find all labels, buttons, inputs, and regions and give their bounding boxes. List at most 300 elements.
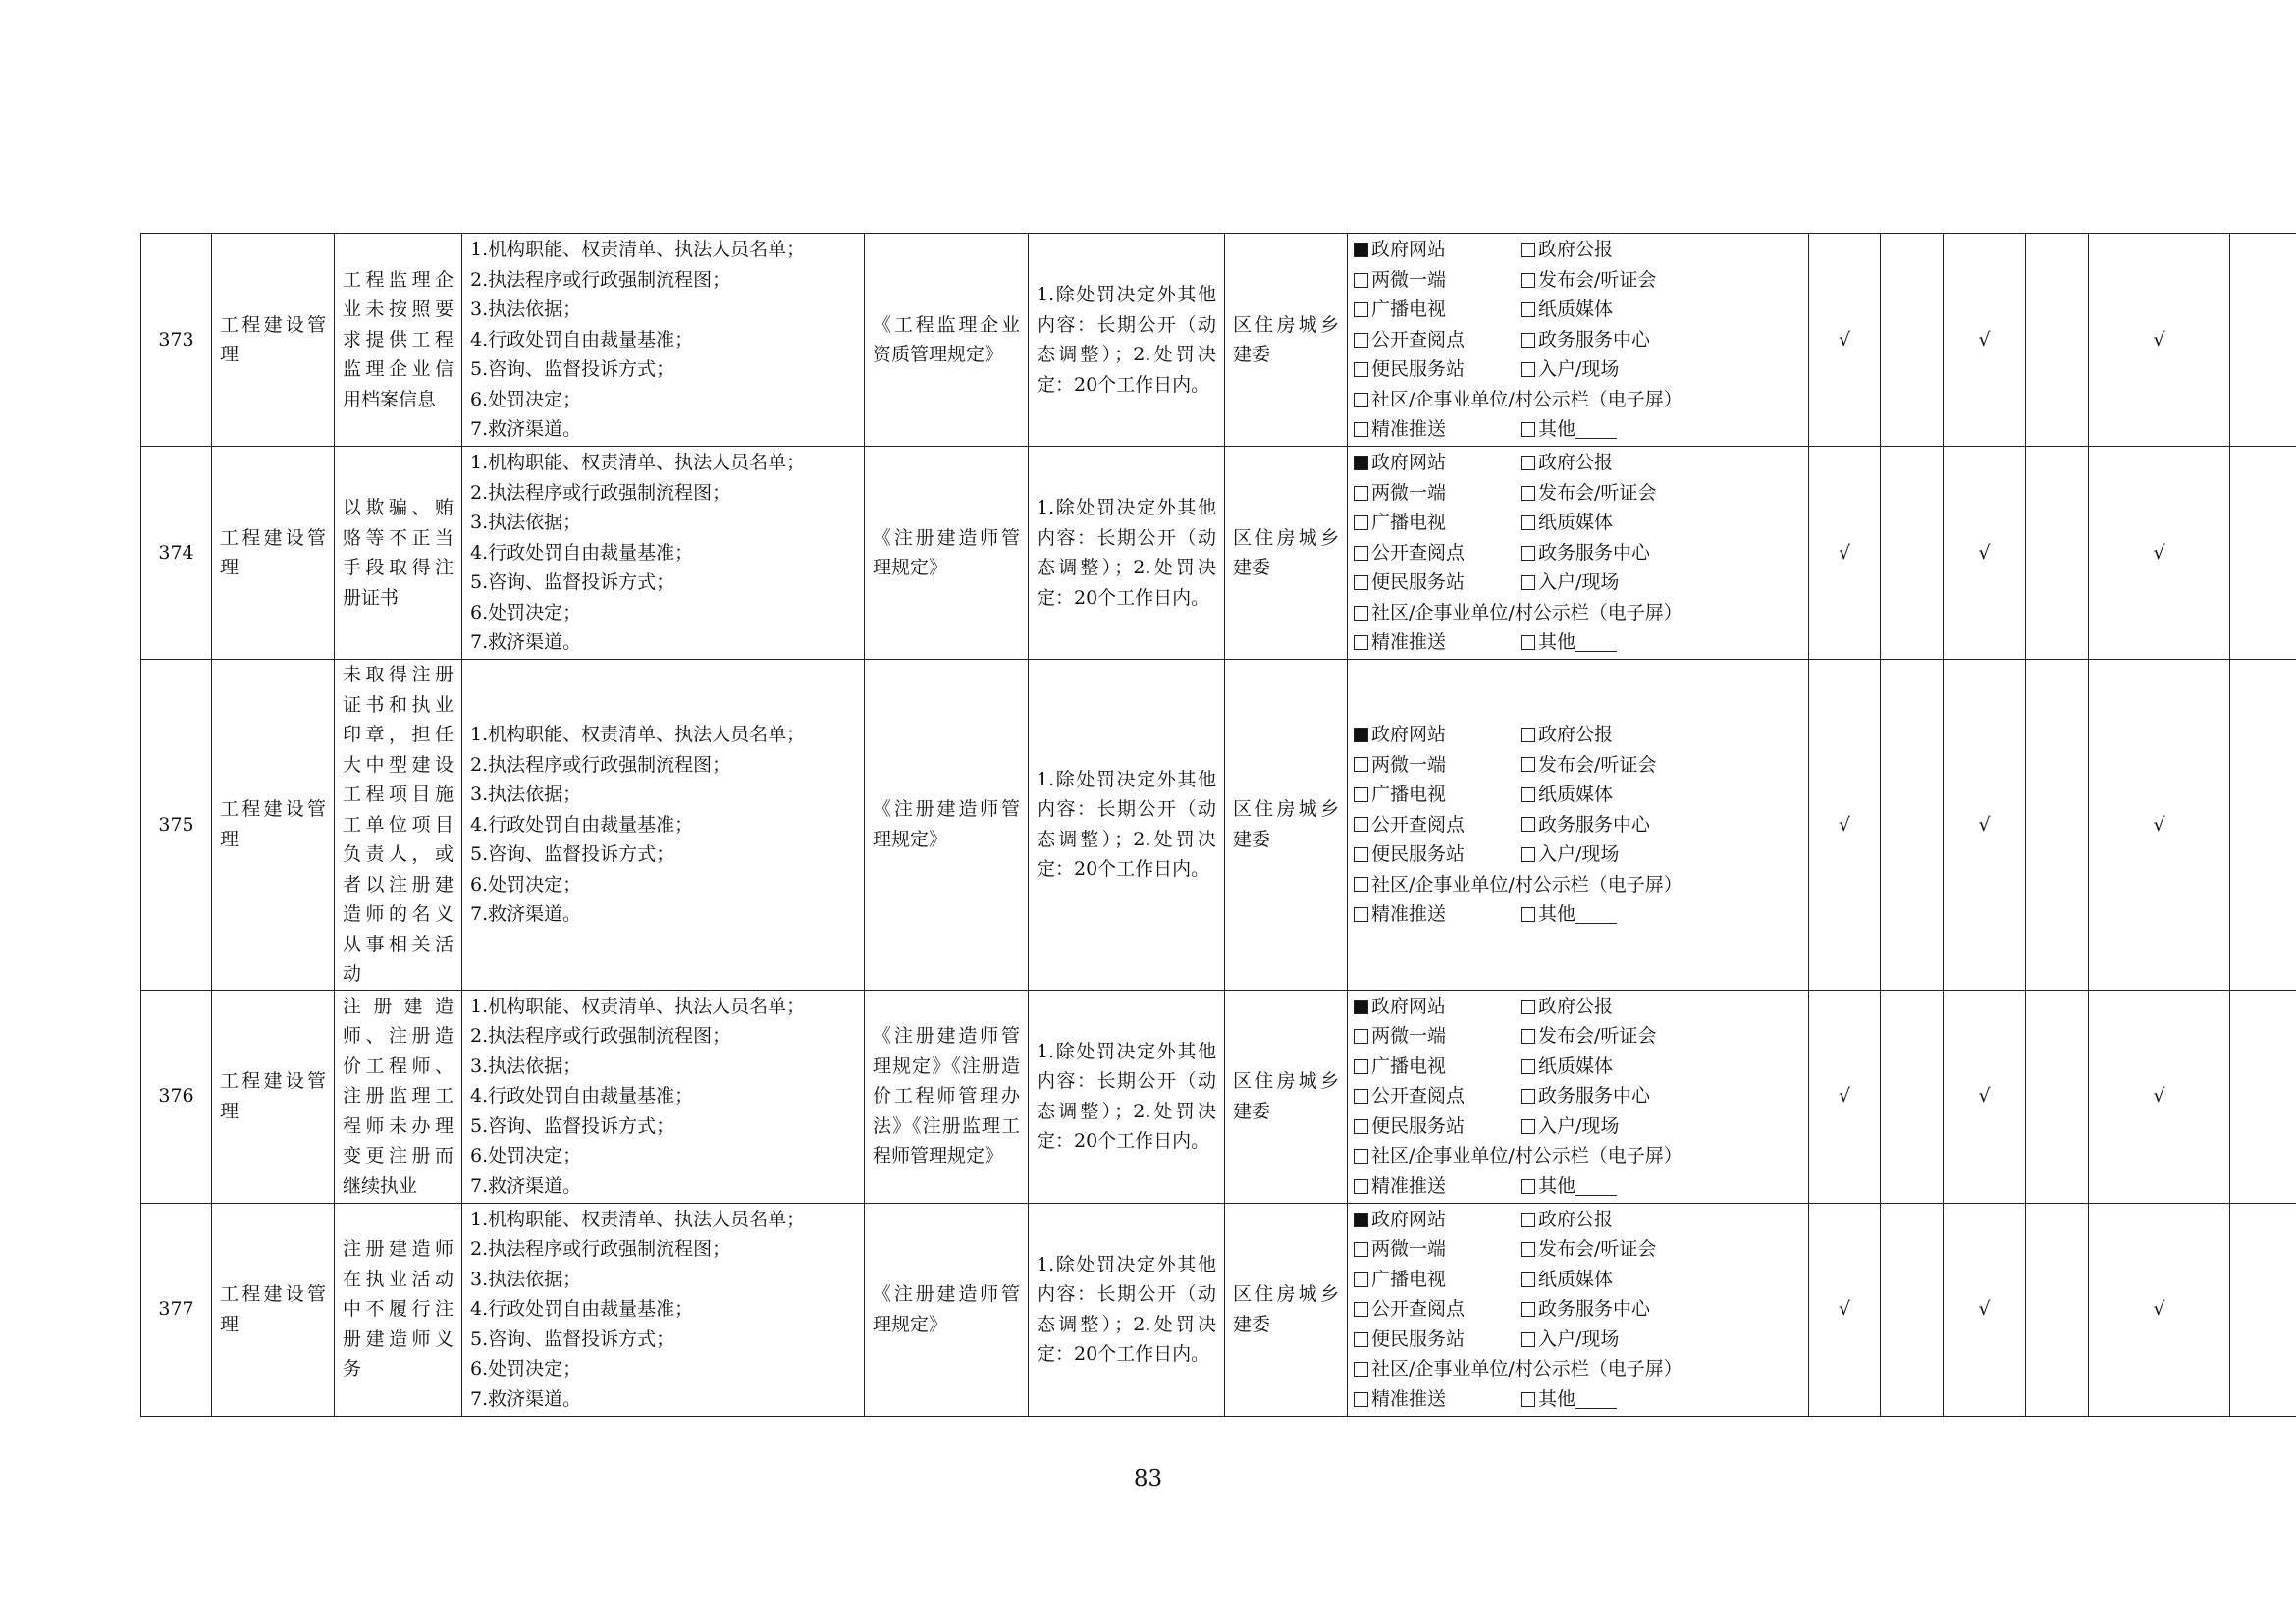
mark-cell bbox=[2230, 1203, 2296, 1416]
channel-option-other bbox=[1521, 1171, 1617, 1202]
checkbox-icon bbox=[1354, 302, 1368, 317]
fill-blank-line bbox=[1575, 1177, 1617, 1196]
channel-option-public-reading bbox=[1354, 810, 1521, 840]
channel-option-press-hearing bbox=[1521, 1234, 1656, 1265]
mark-cell bbox=[1881, 990, 1944, 1203]
fill-blank-line bbox=[1575, 633, 1617, 652]
channel-label: 便民服务站 bbox=[1371, 843, 1466, 865]
content-line: 4.行政处罚自由裁量基准； bbox=[470, 1085, 694, 1108]
checkbox-icon bbox=[1521, 728, 1535, 742]
channel-option-gov-website bbox=[1354, 235, 1521, 265]
channel-option-gov-gazette bbox=[1521, 1205, 1613, 1235]
checkbox-icon bbox=[1354, 1089, 1368, 1104]
field-cell bbox=[212, 990, 335, 1203]
mark-cell bbox=[1881, 234, 1944, 447]
row-number: 377 bbox=[158, 1298, 194, 1321]
checkbox-icon bbox=[1521, 635, 1535, 650]
time-cell bbox=[1029, 1203, 1225, 1416]
mark-cell bbox=[2026, 660, 2089, 991]
channel-option-precise-push bbox=[1354, 899, 1521, 930]
content-line: 3.执法依据； bbox=[470, 1055, 582, 1077]
mark-cell bbox=[2230, 234, 2296, 447]
checkbox-icon bbox=[1521, 1089, 1535, 1104]
mark-cell bbox=[2089, 1203, 2230, 1416]
table-row bbox=[141, 1203, 2296, 1416]
item-cell bbox=[335, 234, 462, 447]
content-line: 5.咨询、监督投诉方式； bbox=[470, 1114, 675, 1137]
basis-text: 《注册建造师管理规定》《注册造价工程师管理办法》《注册监理工程师管理规定》 bbox=[873, 1025, 1020, 1167]
channel-option-service-center bbox=[1521, 325, 1650, 355]
channel-option-precise-push bbox=[1354, 414, 1521, 445]
content-line: 6.处罚决定； bbox=[470, 873, 582, 895]
row-number-cell bbox=[141, 990, 212, 1203]
content-line: 5.咨询、监督投诉方式； bbox=[470, 843, 675, 865]
channel-label: 其他 bbox=[1538, 903, 1576, 925]
basis-cell bbox=[865, 447, 1029, 660]
channel-row bbox=[1354, 1021, 1800, 1052]
channel-option-precise-push bbox=[1354, 1384, 1521, 1415]
channel-label: 广播电视 bbox=[1371, 1055, 1447, 1077]
channel-option-gov-website bbox=[1354, 1205, 1521, 1235]
content-cell bbox=[462, 447, 865, 660]
check-mark: √ bbox=[2153, 1085, 2165, 1108]
channel-row bbox=[1354, 1052, 1800, 1082]
content-line: 1.机构职能、权责清单、执法人员名单； bbox=[470, 995, 806, 1017]
dept-cell bbox=[1225, 447, 1348, 660]
channel-option-press-hearing bbox=[1521, 478, 1656, 509]
channel-label: 纸质媒体 bbox=[1538, 512, 1614, 534]
channel-row bbox=[1354, 750, 1800, 781]
row-number-cell bbox=[141, 660, 212, 991]
channel-row bbox=[1354, 478, 1800, 509]
checkbox-icon bbox=[1521, 422, 1535, 437]
channel-label: 便民服务站 bbox=[1371, 1327, 1466, 1350]
content-line: 2.执法程序或行政强制流程图； bbox=[470, 481, 731, 504]
fill-blank-line bbox=[1575, 420, 1617, 439]
channel-row bbox=[1354, 870, 1800, 900]
checkbox-icon bbox=[1521, 1272, 1535, 1287]
channel-option-service-station bbox=[1354, 568, 1521, 598]
content-line: 2.执法程序或行政强制流程图； bbox=[470, 268, 731, 291]
mark-cell bbox=[2089, 447, 2230, 660]
table-row bbox=[141, 234, 2296, 447]
channel-option-other bbox=[1521, 1384, 1617, 1415]
content-line: 7.救济渠道。 bbox=[470, 1174, 582, 1197]
channel-label: 便民服务站 bbox=[1371, 1114, 1466, 1137]
mark-cell bbox=[1944, 1203, 2026, 1416]
dept-text: 区住房城乡建委 bbox=[1233, 1070, 1339, 1122]
channel-option-service-center bbox=[1521, 538, 1650, 568]
row-number: 374 bbox=[158, 541, 194, 564]
checkbox-icon bbox=[1521, 1242, 1535, 1257]
channel-label: 政务服务中心 bbox=[1538, 1298, 1651, 1321]
checkbox-icon bbox=[1354, 847, 1368, 862]
channel-option-radio-tv bbox=[1354, 1265, 1521, 1295]
checkbox-icon bbox=[1521, 456, 1535, 470]
dept-text: 区住房城乡建委 bbox=[1233, 798, 1339, 850]
channel-row bbox=[1354, 235, 1800, 265]
channel-row bbox=[1354, 1294, 1800, 1325]
checkbox-icon bbox=[1354, 422, 1368, 437]
mark-cell bbox=[1881, 447, 1944, 660]
field-text: 工程建设管理 bbox=[220, 798, 326, 850]
content-cell bbox=[462, 660, 865, 991]
channel-option-gov-website bbox=[1354, 448, 1521, 478]
channel-label: 社区/企事业单位/村公示栏（电子屏） bbox=[1371, 601, 1682, 623]
channel-label: 广播电视 bbox=[1371, 1268, 1447, 1290]
channel-option-print-media bbox=[1521, 508, 1613, 538]
channel-cell bbox=[1348, 1203, 1809, 1416]
dept-cell bbox=[1225, 660, 1348, 991]
channel-row bbox=[1354, 839, 1800, 870]
channel-option-press-hearing bbox=[1521, 265, 1656, 296]
channel-label: 政府公报 bbox=[1538, 995, 1614, 1017]
basis-cell bbox=[865, 660, 1029, 991]
channel-cell bbox=[1348, 990, 1809, 1203]
channel-row bbox=[1354, 1171, 1800, 1202]
mark-cell bbox=[2026, 1203, 2089, 1416]
channel-option-bulletin bbox=[1354, 598, 1682, 628]
checkbox-icon bbox=[1354, 1119, 1368, 1134]
checkbox-icon bbox=[1521, 817, 1535, 832]
content-line: 7.救济渠道。 bbox=[470, 631, 582, 654]
channel-row bbox=[1354, 598, 1800, 628]
basis-text: 《注册建造师管理规定》 bbox=[873, 798, 1020, 850]
item-cell bbox=[335, 660, 462, 991]
channel-row bbox=[1354, 354, 1800, 385]
channel-option-service-station bbox=[1354, 354, 1521, 385]
fill-blank-line bbox=[1575, 1390, 1617, 1409]
check-mark: √ bbox=[1838, 541, 1851, 564]
checkbox-icon bbox=[1354, 1059, 1368, 1074]
item-text: 注册建造师、注册造价工程师、注册监理工程师未办理变更注册而继续执业 bbox=[343, 995, 454, 1197]
mark-cell bbox=[1944, 660, 2026, 991]
checkbox-icon bbox=[1521, 1059, 1535, 1074]
field-cell bbox=[212, 447, 335, 660]
checkbox-icon bbox=[1521, 273, 1535, 288]
channel-label: 精准推送 bbox=[1371, 1387, 1447, 1410]
check-mark: √ bbox=[1978, 328, 1991, 351]
mark-cell bbox=[1809, 990, 1881, 1203]
channel-option-public-reading bbox=[1354, 538, 1521, 568]
checked-box-icon bbox=[1354, 1213, 1368, 1227]
disclosure-table bbox=[140, 233, 2296, 1417]
row-number-cell bbox=[141, 234, 212, 447]
channel-label: 政务服务中心 bbox=[1538, 328, 1651, 351]
time-cell bbox=[1029, 447, 1225, 660]
channel-row bbox=[1354, 720, 1800, 750]
channel-option-two-wei-one-end bbox=[1354, 750, 1521, 781]
check-mark: √ bbox=[1978, 1085, 1991, 1108]
channel-option-other bbox=[1521, 899, 1617, 930]
mark-cell bbox=[1944, 990, 2026, 1203]
channel-row bbox=[1354, 627, 1800, 658]
item-cell bbox=[335, 990, 462, 1203]
time-cell bbox=[1029, 660, 1225, 991]
row-number: 373 bbox=[158, 328, 194, 351]
checkbox-icon bbox=[1354, 546, 1368, 561]
table-row bbox=[141, 660, 2296, 991]
channel-row bbox=[1354, 385, 1800, 415]
check-mark: √ bbox=[2153, 813, 2165, 836]
content-line: 5.咨询、监督投诉方式； bbox=[470, 571, 675, 594]
checkbox-icon bbox=[1354, 1272, 1368, 1287]
content-line: 2.执法程序或行政强制流程图； bbox=[470, 1025, 731, 1048]
channel-label: 发布会/听证会 bbox=[1538, 1238, 1657, 1261]
checkbox-icon bbox=[1521, 1213, 1535, 1227]
channel-row bbox=[1354, 1384, 1800, 1415]
dept-cell bbox=[1225, 990, 1348, 1203]
channel-option-radio-tv bbox=[1354, 508, 1521, 538]
content-line: 4.行政处罚自由裁量基准； bbox=[470, 328, 694, 351]
channel-row bbox=[1354, 325, 1800, 355]
content-cell bbox=[462, 1203, 865, 1416]
channel-label: 发布会/听证会 bbox=[1538, 1025, 1657, 1048]
content-line: 1.机构职能、权责清单、执法人员名单； bbox=[470, 452, 806, 474]
checkbox-icon bbox=[1521, 362, 1535, 377]
content-line: 4.行政处罚自由裁量基准； bbox=[470, 1298, 694, 1321]
channel-label: 政务服务中心 bbox=[1538, 1085, 1651, 1108]
channel-label: 政府网站 bbox=[1371, 1208, 1447, 1230]
channel-option-press-hearing bbox=[1521, 750, 1656, 781]
channel-label: 便民服务站 bbox=[1371, 358, 1466, 381]
checkbox-icon bbox=[1521, 1179, 1535, 1194]
channel-option-gov-gazette bbox=[1521, 448, 1613, 478]
channel-option-bulletin bbox=[1354, 870, 1682, 900]
channel-label: 其他 bbox=[1538, 1387, 1576, 1410]
field-text: 工程建设管理 bbox=[220, 313, 326, 365]
channel-option-precise-push bbox=[1354, 627, 1521, 658]
channel-row bbox=[1354, 1354, 1800, 1384]
channel-option-service-station bbox=[1354, 1111, 1521, 1142]
dept-cell bbox=[1225, 1203, 1348, 1416]
fill-blank-line bbox=[1575, 905, 1617, 924]
channel-row bbox=[1354, 1205, 1800, 1235]
channel-row bbox=[1354, 448, 1800, 478]
channel-option-bulletin bbox=[1354, 1354, 1682, 1384]
checkbox-icon bbox=[1354, 877, 1368, 892]
channel-label: 社区/企事业单位/村公示栏（电子屏） bbox=[1371, 873, 1682, 895]
checkbox-icon bbox=[1354, 1149, 1368, 1164]
checkbox-icon bbox=[1521, 546, 1535, 561]
check-mark: √ bbox=[1838, 813, 1851, 836]
checkbox-icon bbox=[1354, 1332, 1368, 1347]
channel-label: 两微一端 bbox=[1371, 1025, 1447, 1048]
channel-label: 精准推送 bbox=[1371, 903, 1447, 925]
dept-cell bbox=[1225, 234, 1348, 447]
checkbox-icon bbox=[1354, 486, 1368, 501]
channel-option-gov-gazette bbox=[1521, 992, 1613, 1022]
checkbox-icon bbox=[1354, 393, 1368, 407]
channel-label: 两微一端 bbox=[1371, 481, 1447, 504]
content-line: 4.行政处罚自由裁量基准； bbox=[470, 813, 694, 836]
channel-label: 政务服务中心 bbox=[1538, 813, 1651, 836]
mark-cell bbox=[1809, 1203, 1881, 1416]
mark-cell bbox=[2026, 234, 2089, 447]
channel-option-public-reading bbox=[1354, 325, 1521, 355]
channel-label: 广播电视 bbox=[1371, 784, 1447, 805]
channel-label: 纸质媒体 bbox=[1538, 298, 1614, 321]
time-cell bbox=[1029, 990, 1225, 1203]
channel-option-service-center bbox=[1521, 1081, 1650, 1111]
channel-label: 便民服务站 bbox=[1371, 571, 1466, 594]
checkbox-icon bbox=[1521, 907, 1535, 922]
checkbox-icon bbox=[1354, 362, 1368, 377]
channel-option-radio-tv bbox=[1354, 295, 1521, 325]
field-cell bbox=[212, 660, 335, 991]
channel-option-door-site bbox=[1521, 839, 1619, 870]
check-mark: √ bbox=[2153, 1298, 2165, 1321]
table-row bbox=[141, 447, 2296, 660]
basis-cell bbox=[865, 234, 1029, 447]
channel-label: 发布会/听证会 bbox=[1538, 481, 1657, 504]
checkbox-icon bbox=[1521, 243, 1535, 257]
content-line: 7.救济渠道。 bbox=[470, 1387, 582, 1410]
channel-row bbox=[1354, 899, 1800, 930]
checkbox-icon bbox=[1521, 333, 1535, 348]
checkbox-icon bbox=[1521, 787, 1535, 802]
channel-label: 公开查阅点 bbox=[1371, 541, 1466, 564]
channel-label: 精准推送 bbox=[1371, 418, 1447, 441]
check-mark: √ bbox=[2153, 541, 2165, 564]
channel-row bbox=[1354, 1081, 1800, 1111]
field-cell bbox=[212, 234, 335, 447]
channel-option-two-wei-one-end bbox=[1354, 1234, 1521, 1265]
channel-option-door-site bbox=[1521, 1111, 1619, 1142]
checkbox-icon bbox=[1521, 1302, 1535, 1317]
mark-cell bbox=[2089, 990, 2230, 1203]
channel-option-service-center bbox=[1521, 1294, 1650, 1325]
checkbox-icon bbox=[1354, 635, 1368, 650]
mark-cell bbox=[2089, 234, 2230, 447]
mark-cell bbox=[1809, 234, 1881, 447]
channel-label: 入户/现场 bbox=[1538, 1327, 1620, 1350]
channel-label: 公开查阅点 bbox=[1371, 328, 1466, 351]
time-text: 1.除处罚决定外其他内容：长期公开（动态调整）；2.处罚决定：20个工作日内。 bbox=[1037, 1040, 1216, 1152]
checkbox-icon bbox=[1521, 1000, 1535, 1014]
checkbox-icon bbox=[1354, 575, 1368, 590]
content-line: 7.救济渠道。 bbox=[470, 903, 582, 925]
content-line: 1.机构职能、权责清单、执法人员名单； bbox=[470, 1208, 806, 1230]
field-cell bbox=[212, 1203, 335, 1416]
checkbox-icon bbox=[1521, 515, 1535, 530]
channel-option-radio-tv bbox=[1354, 780, 1521, 810]
channel-label: 公开查阅点 bbox=[1371, 1298, 1466, 1321]
channel-label: 发布会/听证会 bbox=[1538, 753, 1657, 776]
content-line: 7.救济渠道。 bbox=[470, 418, 582, 441]
content-line: 5.咨询、监督投诉方式； bbox=[470, 358, 675, 381]
channel-cell bbox=[1348, 234, 1809, 447]
checked-box-icon bbox=[1354, 728, 1368, 742]
row-number-cell bbox=[141, 1203, 212, 1416]
checkbox-icon bbox=[1521, 1029, 1535, 1044]
checkbox-icon bbox=[1354, 1392, 1368, 1407]
dept-text: 区住房城乡建委 bbox=[1233, 526, 1339, 578]
channel-option-precise-push bbox=[1354, 1171, 1521, 1202]
check-mark: √ bbox=[1838, 1298, 1851, 1321]
checkbox-icon bbox=[1354, 1029, 1368, 1044]
channel-option-gov-website bbox=[1354, 720, 1521, 750]
mark-cell bbox=[2026, 447, 2089, 660]
channel-label: 社区/企事业单位/村公示栏（电子屏） bbox=[1371, 1145, 1682, 1167]
checkbox-icon bbox=[1354, 1242, 1368, 1257]
time-cell bbox=[1029, 234, 1225, 447]
channel-option-radio-tv bbox=[1354, 1052, 1521, 1082]
channel-label: 发布会/听证会 bbox=[1538, 268, 1657, 291]
channel-option-other bbox=[1521, 627, 1617, 658]
checkbox-icon bbox=[1521, 1392, 1535, 1407]
channel-label: 政府网站 bbox=[1371, 995, 1447, 1017]
mark-cell bbox=[2026, 990, 2089, 1203]
checked-box-icon bbox=[1354, 243, 1368, 257]
content-line: 6.处罚决定； bbox=[470, 1145, 582, 1167]
channel-label: 社区/企事业单位/村公示栏（电子屏） bbox=[1371, 1358, 1682, 1380]
channel-row bbox=[1354, 508, 1800, 538]
checkbox-icon bbox=[1354, 757, 1368, 772]
checkbox-icon bbox=[1521, 1332, 1535, 1347]
table-row bbox=[141, 990, 2296, 1203]
channel-option-public-reading bbox=[1354, 1081, 1521, 1111]
channel-row bbox=[1354, 1234, 1800, 1265]
content-line: 1.机构职能、权责清单、执法人员名单； bbox=[470, 724, 806, 745]
checkbox-icon bbox=[1354, 1302, 1368, 1317]
content-line: 5.咨询、监督投诉方式； bbox=[470, 1327, 675, 1350]
channel-row bbox=[1354, 414, 1800, 445]
mark-cell bbox=[1881, 660, 1944, 991]
content-line: 1.机构职能、权责清单、执法人员名单； bbox=[470, 239, 806, 261]
item-text: 注册建造师在执业活动中不履行注册建造师义务 bbox=[343, 1238, 454, 1380]
channel-option-press-hearing bbox=[1521, 1021, 1656, 1052]
mark-cell bbox=[1944, 447, 2026, 660]
channel-label: 其他 bbox=[1538, 1174, 1576, 1197]
item-text: 工程监理企业未按照要求提供工程监理企业信用档案信息 bbox=[343, 268, 454, 410]
channel-option-print-media bbox=[1521, 295, 1613, 325]
check-mark: √ bbox=[1978, 813, 1991, 836]
content-line: 2.执法程序或行政强制流程图； bbox=[470, 753, 731, 776]
time-text: 1.除处罚决定外其他内容：长期公开（动态调整）；2.处罚决定：20个工作日内。 bbox=[1037, 768, 1216, 881]
channel-row bbox=[1354, 992, 1800, 1022]
basis-cell bbox=[865, 990, 1029, 1203]
check-mark: √ bbox=[1978, 1298, 1991, 1321]
channel-option-door-site bbox=[1521, 1325, 1619, 1355]
content-line: 3.执法依据； bbox=[470, 1268, 582, 1290]
field-text: 工程建设管理 bbox=[220, 526, 326, 578]
content-line: 3.执法依据； bbox=[470, 512, 582, 534]
channel-option-two-wei-one-end bbox=[1354, 478, 1521, 509]
content-line: 2.执法程序或行政强制流程图； bbox=[470, 1238, 731, 1261]
checkbox-icon bbox=[1354, 787, 1368, 802]
channel-cell bbox=[1348, 447, 1809, 660]
mark-cell bbox=[2230, 990, 2296, 1203]
content-cell bbox=[462, 234, 865, 447]
channel-label: 两微一端 bbox=[1371, 1238, 1447, 1261]
channel-row bbox=[1354, 1325, 1800, 1355]
channel-option-two-wei-one-end bbox=[1354, 265, 1521, 296]
channel-row bbox=[1354, 265, 1800, 296]
time-text: 1.除处罚决定外其他内容：长期公开（动态调整）；2.处罚决定：20个工作日内。 bbox=[1037, 1253, 1216, 1365]
mark-cell bbox=[2230, 660, 2296, 991]
channel-label: 两微一端 bbox=[1371, 753, 1447, 776]
field-text: 工程建设管理 bbox=[220, 1070, 326, 1122]
channel-label: 政府网站 bbox=[1371, 452, 1447, 474]
channel-label: 政务服务中心 bbox=[1538, 541, 1651, 564]
channel-label: 精准推送 bbox=[1371, 631, 1447, 654]
table-body bbox=[141, 234, 2296, 1417]
mark-cell bbox=[1881, 1203, 1944, 1416]
field-text: 工程建设管理 bbox=[220, 1283, 326, 1335]
channel-label: 政府公报 bbox=[1538, 452, 1614, 474]
channel-option-service-center bbox=[1521, 810, 1650, 840]
